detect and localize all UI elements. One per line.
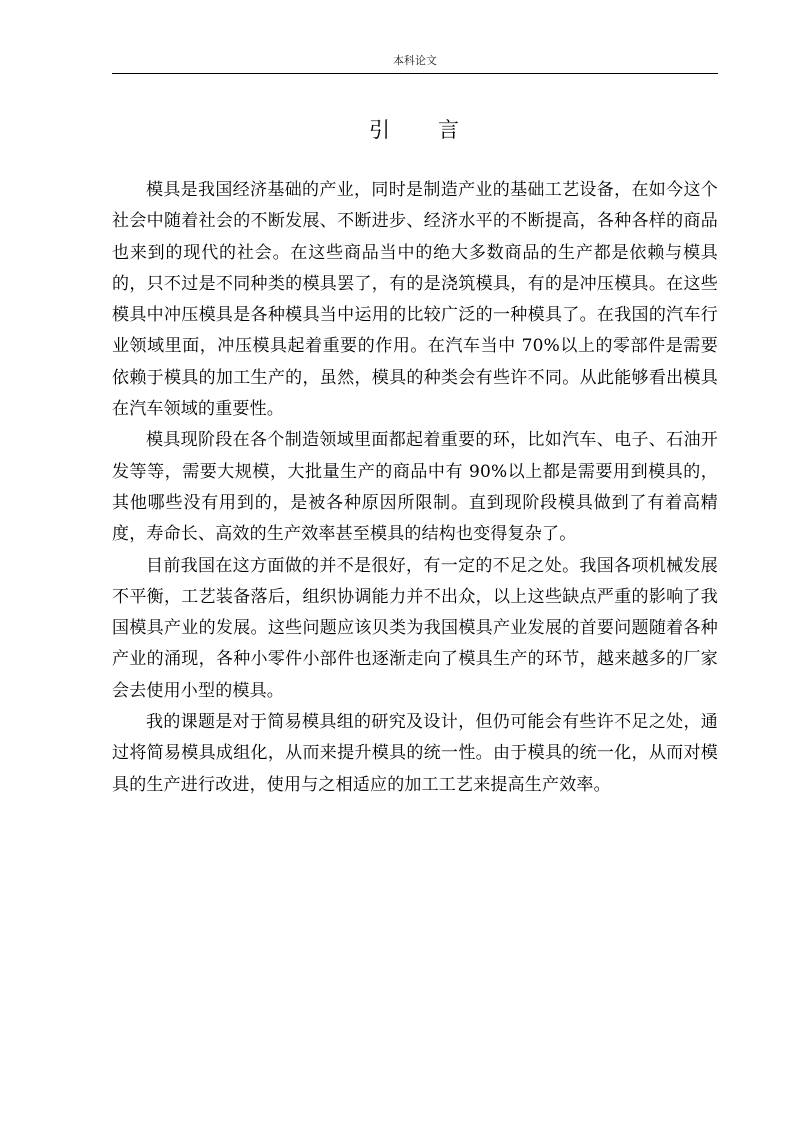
body-text xyxy=(112,175,718,801)
running-header: 本科论文 xyxy=(393,54,437,67)
paragraph-1: 模具是我国经济基础的产业，同时是制造产业的基础工艺设备，在如今这个社会中随着社会的不断发展、不断进步、经济水平的不断提高，各种各样的商品也来到的现代的社会。在这些商品当中的绝大多数商品的生产都是依赖与模具的，只不过是不同种类的模具罢了，有的是浇筑模具，有的是冲压模具。在这些模具中冲压模具是各种模具当中运用的比较广泛的一种模具了。在我国的汽车行业领域里面，冲压模具起着重要的作用。在汽车当中 70%以上的零部件是需要依赖于模具的加工生产的，虽然，模具的种类会有些许不同。从此能够看出模具在汽车领域的重要性。 xyxy=(112,180,718,420)
section-title: 引 言 xyxy=(369,118,461,142)
paragraph-3: 目前我国在这方面做的并不是很好，有一定的不足之处。我国各项机械发展不平衡，工艺装备落后，组织协调能力并不出众，以上这些缺点严重的影响了我国模具产业的发展。这些问题应该贝类为我国模具产业发展的首要问题随着各种产业的涌现，各种小零件小部件也逐渐走向了模具生产的环节，越来越多的厂家会去使用小型的模具。 xyxy=(112,555,718,701)
header-divider xyxy=(112,73,718,74)
paragraph-4: 我的课题是对于简易模具组的研究及设计，但仍可能会有些许不足之处，通过将简易模具成组化，从而来提升模具的统一性。由于模具的统一化，从而对模具的生产进行改进，使用与之相适应的加工工艺来提高生产效率。 xyxy=(112,712,718,795)
paragraph-2: 模具现阶段在各个制造领域里面都起着重要的环，比如汽车、电子、石油开发等等，需要大规模，大批量生产的商品中有 90%以上都是需要用到模具的，其他哪些没有用到的，是被各种原因所限制。直到现阶段模具做到了有着高精度，寿命长、高效的生产效率甚至模具的结构也变得复杂了。 xyxy=(112,430,718,545)
